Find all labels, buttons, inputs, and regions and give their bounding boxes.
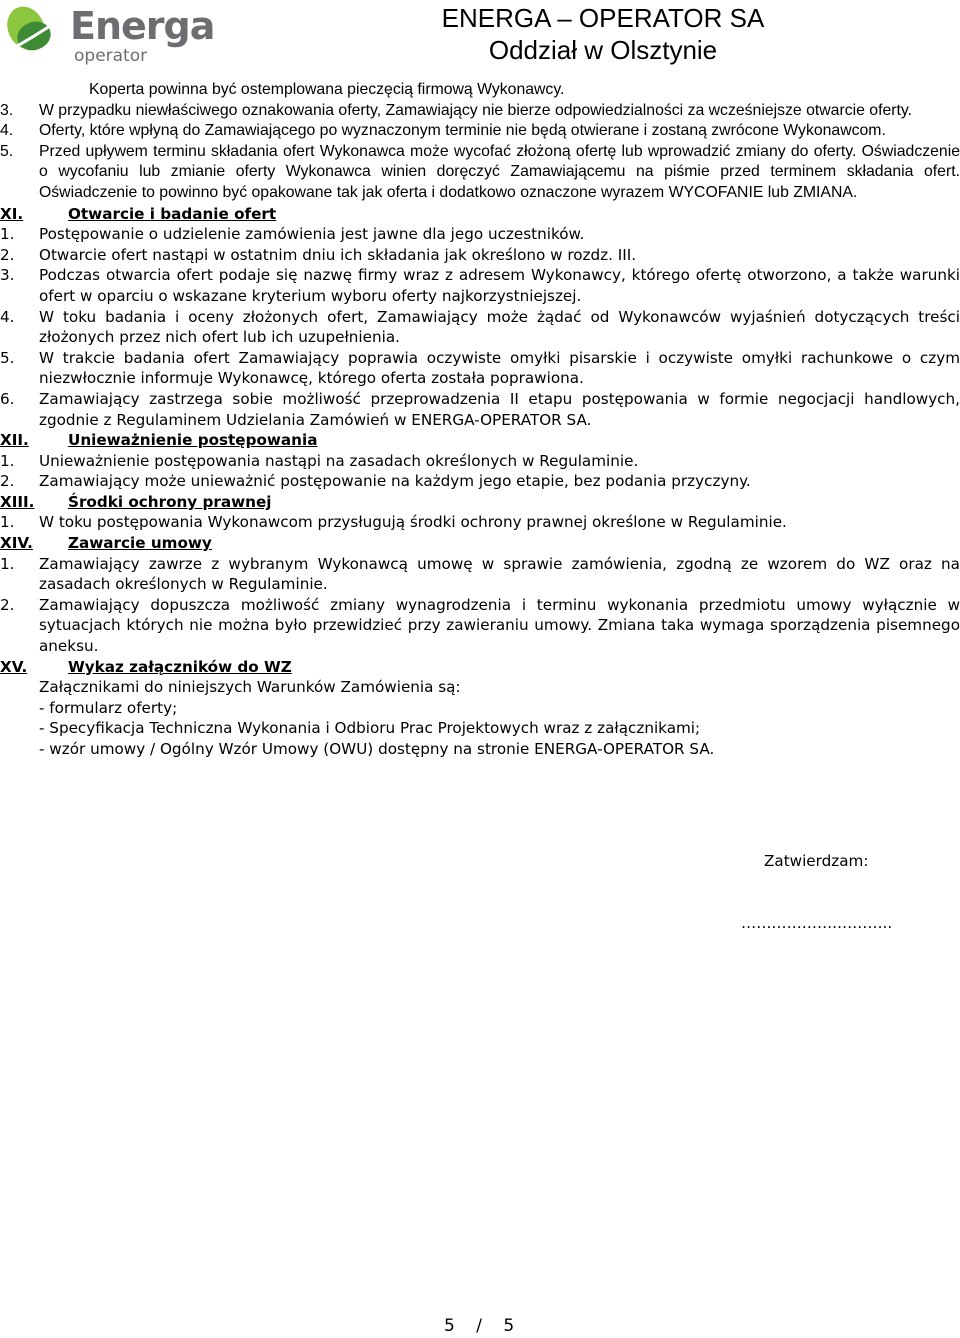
item-number: 1. (0, 451, 15, 470)
section-number: XI. (0, 204, 24, 223)
item-text: Oferty, które wpłyną do Zamawiającego po wyznaczonym terminie nie będą otwierane i zostaną zwrócone Wykonawcom. (39, 122, 886, 140)
item-text: Przed upływem terminu składania ofert Wykonawca może wycofać złożoną ofertę lub wprowadzić zmiany do oferty. Oświadczenie o wycofaniu lub zmianie oferty Wykonawca winien doręczyć Zamawiającemu na piśmie przed terminem składania ofert. Oświadczenie to powinno być opakowane tak jak oferta i dodatkowo oznaczone wyrazem WYCOFANIE lub ZMIANA. (39, 142, 960, 201)
total-pages: 5 (503, 1316, 515, 1336)
company-name: ENERGA – OPERATOR SA (441, 3, 765, 33)
section-number: XII. (0, 431, 29, 450)
item-number: 4. (0, 122, 14, 140)
item-text: W toku badania i oceny złożonych ofert, Zamawiający może żądać od Wykonawców wyjaśnień dotyczących treści złożonych przez nich ofert lub ich uzupełnienia. (39, 307, 960, 347)
attachment-item: - wzór umowy / Ogólny Wzór Umowy (OWU) dostępny na stronie ENERGA-OPERATOR SA. (39, 740, 715, 758)
section-heading-xiii (0, 492, 960, 513)
list-item (0, 245, 960, 266)
signature-line: ……………….……….. (741, 914, 893, 932)
approval-label: Zatwierdzam: (764, 852, 869, 870)
logo-sub-text: operator (74, 46, 148, 66)
list-item (0, 554, 960, 595)
list-item (0, 101, 960, 122)
section-heading-xi (0, 204, 960, 225)
page-separator: / (476, 1316, 482, 1336)
item-number: 3. (0, 101, 14, 119)
item-number: 1. (0, 513, 15, 532)
item-text: Zamawiający może unieważnić postępowanie na każdym jego etapie, bez podania przyczyny. (39, 472, 751, 491)
item-number: 1. (0, 225, 15, 244)
list-item (0, 265, 960, 306)
item-number: 4. (0, 307, 15, 326)
item-number: 6. (0, 389, 15, 408)
document-body (0, 80, 960, 760)
list-item (0, 389, 960, 430)
list-item (0, 595, 960, 657)
list-item (0, 471, 960, 492)
item-text: Zamawiający dopuszcza możliwość zmiany wynagrodzenia i terminu wykonania przedmiotu umowy wyłącznie w sytuacjach których nie można było przewidzieć przy zawieraniu umowy. Zmiana taka wymaga sporządzenia pisemnego aneksu. (39, 595, 960, 656)
item-text: Postępowanie o udzielenie zamówienia jest jawne dla jego uczestników. (39, 225, 585, 244)
energa-operator-logo (4, 2, 215, 68)
section-heading-xiv (0, 533, 960, 554)
list-item (0, 142, 960, 204)
attachments-intro: Załącznikami do niniejszych Warunków Zamówienia są: (39, 678, 461, 697)
item-number: 2. (0, 595, 15, 614)
list-item (0, 224, 960, 245)
intro-line: Koperta powinna być ostemplowana pieczęcią firmową Wykonawcy. (89, 81, 565, 98)
section-title: Zawarcie umowy (68, 534, 212, 553)
list-item (0, 348, 960, 389)
section-heading-xii (0, 430, 960, 451)
item-number: 2. (0, 245, 15, 264)
item-text: W przypadku niewłaściwego oznakowania oferty, Zamawiający nie bierze odpowiedzialności za wcześniejsze otwarcie oferty. (39, 101, 913, 119)
section-title: Unieważnienie postępowania (68, 431, 318, 450)
section-title: Środki ochrony prawnej (68, 492, 272, 511)
section-title: Otwarcie i badanie ofert (68, 204, 277, 223)
item-text: Unieważnienie postępowania nastąpi na zasadach określonych w Regulaminie. (39, 451, 639, 470)
leaf-logo-icon (4, 2, 66, 64)
section-number: XIV. (0, 534, 33, 553)
attachment-item: - Specyfikacja Techniczna Wykonania i Odbioru Prac Projektowych wraz z załącznikami; (39, 719, 701, 738)
attachment-item: - formularz oferty; (39, 698, 178, 717)
section-heading-xv (0, 657, 960, 678)
branch-name: Oddział w Olsztynie (488, 35, 718, 65)
item-text: Zamawiający zastrzega sobie możliwość przeprowadzenia II etapu postępowania w formie negocjacji handlowych, zgodnie z Regulaminem Udzielania Zamówień w ENERGA-OPERATOR SA. (39, 389, 960, 429)
item-text: W trakcie badania ofert Zamawiający poprawia oczywiste omyłki pisarskie i oczywiste omyłki rachunkowe o czym niezwłocznie informuje Wykonawcę, którego oferta została poprawiona. (39, 348, 960, 388)
section-number: XIII. (0, 492, 35, 511)
section-title: Wykaz załączników do WZ (68, 657, 292, 676)
item-text: Zamawiający zawrze z wybranym Wykonawcą umowę w sprawie zamówienia, zgodną ze wzorem do WZ oraz na zasadach określonych w Regulaminie. (39, 554, 960, 594)
list-item (0, 512, 960, 533)
item-text: Otwarcie ofert nastąpi w ostatnim dniu ich składania jak określono w rozdz. III. (39, 245, 637, 264)
current-page: 5 (444, 1316, 455, 1336)
list-item (0, 121, 960, 142)
item-number: 5. (0, 142, 14, 160)
list-item (0, 451, 960, 472)
header-title-block (418, 0, 788, 66)
item-text: Podczas otwarcia ofert podaje się nazwę firmy wraz z adresem Wykonawcy, którego ofertę otworzono, a także warunki ofert w oparciu o wskazane kryterium wyboru oferty najkorzystniejszej. (39, 266, 960, 305)
item-text: W toku postępowania Wykonawcom przysługują środki ochrony prawnej określone w Regulaminie. (39, 513, 787, 532)
item-number: 5. (0, 348, 15, 367)
item-number: 2. (0, 472, 15, 491)
logo-brand-text: Energa (70, 4, 215, 48)
page-number (444, 1316, 514, 1336)
item-number: 1. (0, 554, 15, 573)
section-number: XV. (0, 657, 28, 676)
item-number: 3. (0, 266, 15, 285)
list-item (0, 307, 960, 348)
